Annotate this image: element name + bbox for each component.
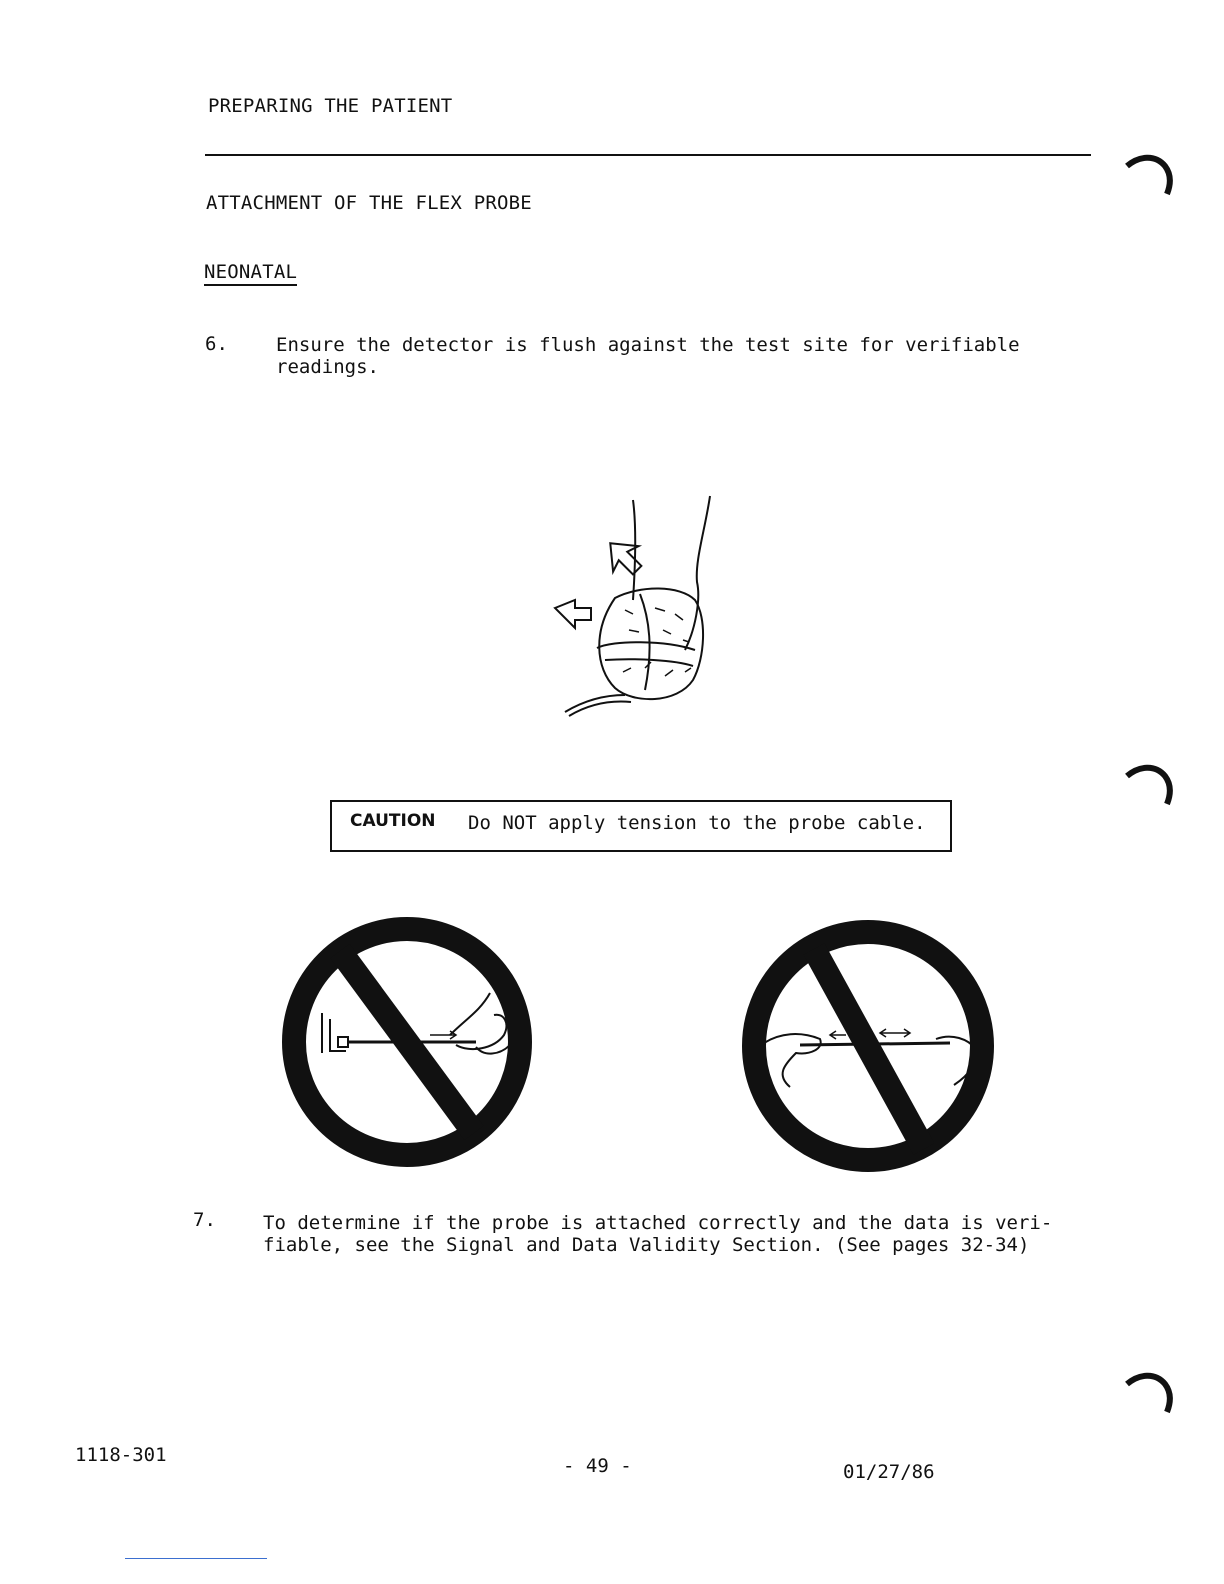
header-rule [205,154,1091,156]
step-text-line: Ensure the detector is flush against the test site for verifiable [276,334,1020,356]
step-text [263,1212,1052,1256]
step-number: 6. [205,333,228,355]
caution-label: CAUTION [350,811,436,831]
step-number: 7. [193,1209,216,1231]
page-title: ATTACHMENT OF THE FLEX PROBE [206,192,532,214]
neonatal-foot-probe-illustration [545,490,735,720]
prohibited-pull-cable-from-monitor-icon [280,915,534,1169]
binder-hole-mark [1125,1368,1175,1416]
caution-box [330,800,952,852]
document-date: 01/27/86 [843,1461,935,1483]
step-text-line: readings. [276,356,379,378]
step-text [276,334,1020,378]
scan-artifact-line [125,1558,267,1559]
prohibited-stretch-cable-icon [740,915,998,1177]
subsection-heading: NEONATAL [204,261,297,286]
binder-hole-mark [1125,150,1175,198]
caution-text: Do NOT apply tension to the probe cable. [468,812,926,834]
page-number: - 49 - [563,1455,632,1477]
document-number: 1118-301 [75,1444,167,1466]
binder-hole-mark [1125,760,1175,808]
step-text-line: fiable, see the Signal and Data Validity Section. (See pages 32-34) [263,1234,1030,1256]
step-text-line: To determine if the probe is attached correctly and the data is veri- [263,1212,1053,1234]
section-title: PREPARING THE PATIENT [208,95,453,117]
